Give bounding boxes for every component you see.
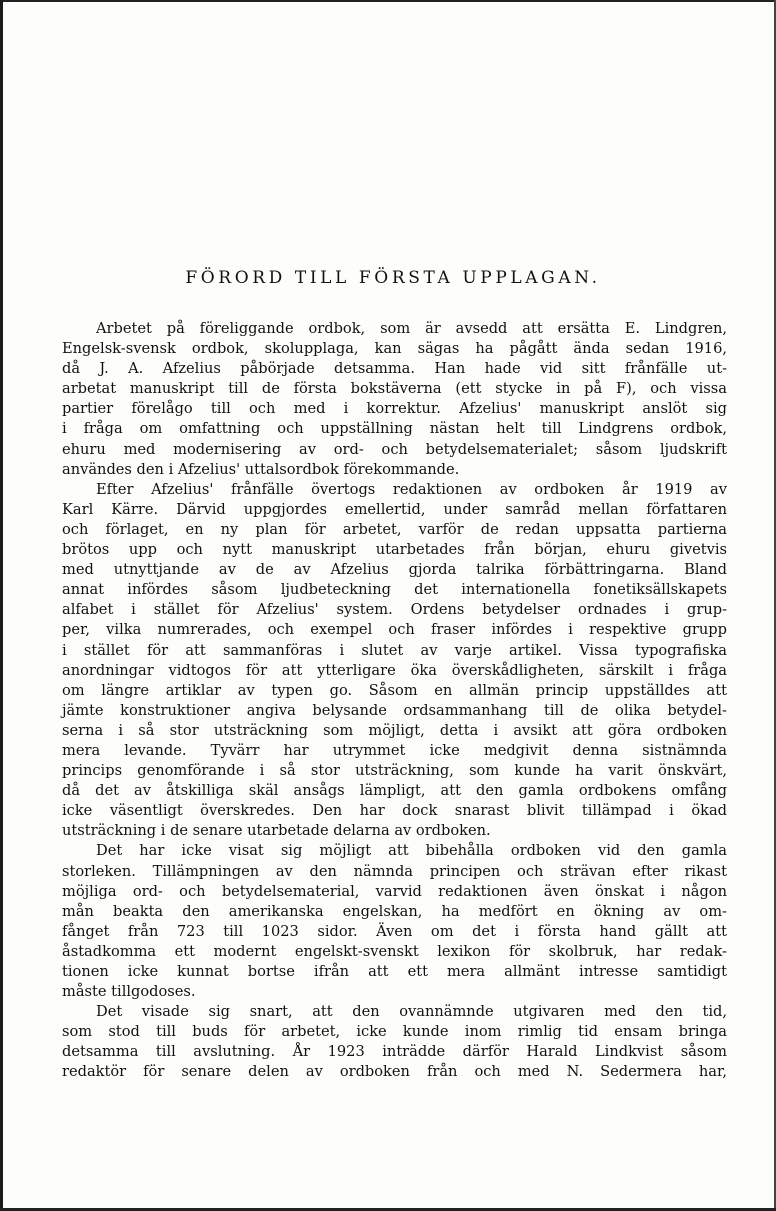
text-line: storleken. Tillämpningen av den nämnda principen och strävan efter rikast bbox=[62, 862, 727, 880]
text-line: åstadkomma ett modernt engelskt-svenskt lexikon för skolbruk, har redak- bbox=[62, 942, 727, 960]
text-line: arbetat manuskript till de första bokstäverna (ett stycke in på F), och vissa bbox=[62, 380, 727, 398]
text-line: i stället för att sammanföras i slutet av varje artikel. Vissa typografiska bbox=[62, 641, 727, 659]
text-line: Karl Kärre. Därvid uppgjordes emellertid, under samråd mellan författaren bbox=[62, 500, 727, 518]
text-line: icke väsentligt överskredes. Den har dock snarast blivit tillämpad i ökad bbox=[62, 802, 727, 820]
text-line: användes den i Afzelius' uttalsordbok förekommande. bbox=[62, 460, 460, 478]
text-line: Det visade sig snart, att den ovannämnde utgivaren med den tid, bbox=[96, 1003, 727, 1021]
text-line: mån beakta den amerikanska engelskan, ha medfört en ökning av om- bbox=[62, 902, 727, 920]
text-line: detsamma till avslutning. År 1923 inträdde därför Harald Lindkvist såsom bbox=[62, 1043, 727, 1061]
text-line: annat infördes såsom ljudbeteckning det internationella fonetiksällskapets bbox=[62, 581, 727, 599]
preface-body bbox=[62, 319, 727, 1083]
text-line: serna i så stor utsträckning som möjligt, detta i avsikt att göra ordboken bbox=[62, 721, 727, 739]
text-line: måste tillgodoses. bbox=[62, 983, 196, 1001]
text-line: per, vilka numrerades, och exempel och fraser infördes i respektive grupp bbox=[62, 621, 727, 639]
text-line: utsträckning i de senare utarbetade delarna av ordboken. bbox=[62, 822, 491, 840]
text-line: ehuru med modernisering av ord- och betydelsematerialet; såsom ljudskrift bbox=[62, 440, 727, 458]
text-line: Det har icke visat sig möjligt att bibehålla ordboken vid den gamla bbox=[96, 842, 727, 860]
text-line: och förlaget, en ny plan för arbetet, varför de redan uppsatta partierna bbox=[62, 520, 727, 538]
text-line: tionen icke kunnat bortse ifrån att ett mera allmänt intresse samtidigt bbox=[62, 963, 727, 980]
text-line: princips genomförande i så stor utsträckning, som kunde ha varit önskvärt, bbox=[62, 762, 727, 780]
text-line: Engelsk-svensk ordbok, skolupplaga, kan sägas ha pågått ända sedan 1916, bbox=[62, 340, 727, 358]
text-line: jämte konstruktioner angiva belysande ordsammanhang till de olika betydel- bbox=[62, 701, 727, 719]
text-line: Efter Afzelius' frånfälle övertogs redaktionen av ordboken år 1919 av bbox=[96, 480, 727, 498]
text-line: då J. A. Afzelius påbörjade detsamma. Han hade vid sitt frånfälle ut- bbox=[62, 360, 727, 378]
page-title: FÖRORD TILL FÖRSTA UPPLAGAN. bbox=[185, 268, 601, 288]
text-line: brötos upp och nytt manuskript utarbetades från början, ehuru givetvis bbox=[62, 541, 727, 559]
page-edge-top bbox=[0, 0, 776, 2]
page-edge-left bbox=[0, 0, 3, 1211]
text-line: anordningar vidtogos för att ytterligare öka överskådligheten, särskilt i fråga bbox=[62, 661, 727, 679]
text-line: redaktör för senare delen av ordboken från och med N. Sedermera har, bbox=[62, 1063, 727, 1081]
text-line: fånget från 723 till 1023 sidor. Även om det i första hand gällt att bbox=[62, 922, 727, 940]
text-line: möjliga ord- och betydelsematerial, varvid redaktionen även önskat i någon bbox=[62, 882, 727, 900]
text-line: Arbetet på föreliggande ordbok, som är avsedd att ersätta E. Lindgren, bbox=[96, 320, 727, 337]
text-line: då det av åtskilliga skäl ansågs lämpligt, att den gamla ordbokens omfång bbox=[62, 782, 727, 800]
text-line: med utnyttjande av de av Afzelius gjorda talrika förbättringarna. Bland bbox=[62, 561, 727, 579]
text-line: partier förelågo till och med i korrektur. Afzelius' manuskript anslöt sig bbox=[62, 400, 727, 418]
text-line: mera levande. Tyvärr har utrymmet icke medgivit denna sistnämnda bbox=[62, 741, 727, 759]
text-line: som stod till buds för arbetet, icke kunde inom rimlig tid ensam bringa bbox=[62, 1023, 727, 1041]
text-line: om längre artiklar av typen go. Såsom en allmän princip uppställdes att bbox=[62, 681, 727, 699]
text-line: alfabet i stället för Afzelius' system. Ordens betydelser ordnades i grup- bbox=[62, 601, 727, 619]
text-line: i fråga om omfattning och uppställning nästan helt till Lindgrens ordbok, bbox=[62, 420, 727, 438]
